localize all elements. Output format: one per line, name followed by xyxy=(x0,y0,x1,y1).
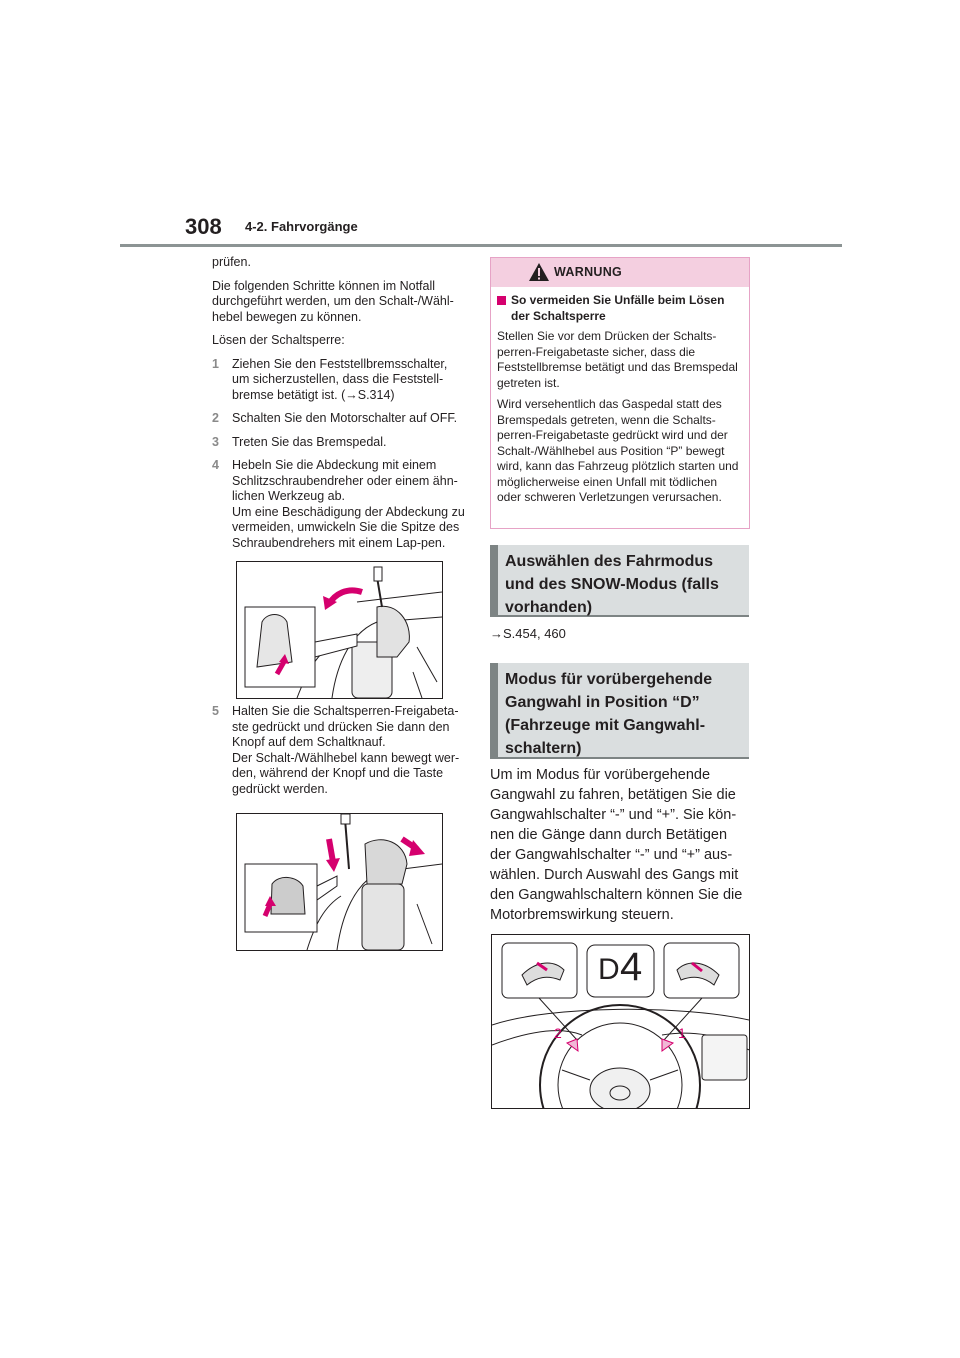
step-3 xyxy=(212,435,468,451)
figure-cover-removal xyxy=(236,561,443,699)
figure-paddle-shifters xyxy=(491,934,750,1109)
left-column-continued xyxy=(212,704,468,805)
heading-drive-mode xyxy=(490,545,749,617)
step-note: Der Schalt-/Wählhebel kann bewegt wer-den, während der Knopf und die Taste gedrückt werden. xyxy=(232,750,460,796)
figure-release-button xyxy=(236,813,443,951)
body-paragraph: Um im Modus für vorübergehende Gangwahl zu fahren, betätigen Sie die Gangwahlschalter “-” und “+”. Sie kön-nen die Gänge dann durch Betätigen der Gangwahlschalter “-” und “+” aus-wählen. Durch Auswahl des Gangs mit den Gangwahlschaltern können Sie die Motorbremswirkung steuern. xyxy=(490,767,743,923)
gear-number: 4 xyxy=(620,945,643,989)
warning-title: WARNUNG xyxy=(554,265,623,279)
step-text: Ziehen Sie den Feststellbremsschalter, um sicherzustellen, dass die Feststell-bremse betätigt ist. (→S.314) xyxy=(232,356,448,402)
page-reference: →S.454, 460 xyxy=(490,626,566,641)
heading-text: Modus für vorübergehende Gangwahl in Position “D” (Fahrzeuge mit Gangwahl-schaltern) xyxy=(505,671,713,757)
warning-header xyxy=(491,258,749,287)
step-4 xyxy=(212,458,468,551)
warning-triangle-icon xyxy=(528,262,550,282)
warning-subtitle-text: So vermeiden Sie Unfälle beim Lösen der Schaltsperre xyxy=(511,293,725,323)
warning-box xyxy=(490,257,750,529)
gear-mode-letter: D xyxy=(598,953,620,986)
heading-bar xyxy=(490,545,498,615)
shifter-release-illustration xyxy=(237,814,442,950)
left-column xyxy=(212,255,468,559)
paragraph-release: Lösen der Schaltsperre: xyxy=(212,333,345,347)
step-text: Schalten Sie den Motorschalter auf OFF. xyxy=(232,411,458,425)
step-number: 3 xyxy=(212,434,219,449)
header-rule xyxy=(120,244,842,247)
warning-paragraph-2: Wird versehentlich das Gaspedal statt des Bremspedals getreten, wenn die Schalts-perren-Freigabetaste gedrückt wird und der Schalt-/Wählhebel aus Position “P” bewegt wird, kann das Fahrzeug plötzlich starten und möglicherweise einen Unfall mit tödlichen oder schweren Verletzungen verursachen. xyxy=(497,397,739,504)
step-1 xyxy=(212,357,468,404)
minus-paddle-label: 2 xyxy=(554,1025,562,1041)
shifter-illustration xyxy=(237,562,442,698)
heading-temporary-gear xyxy=(490,663,749,759)
warning-paragraph-1: Stellen Sie vor dem Drücken der Schalts-perren-Freigabetaste sicher, dass die Feststellbremse betätigt und das Bremspedal getreten ist. xyxy=(497,329,738,390)
heading-bar xyxy=(490,663,498,757)
plus-paddle-label: 1 xyxy=(678,1025,686,1041)
step-2 xyxy=(212,411,468,427)
step-number: 1 xyxy=(212,356,219,371)
warning-body xyxy=(491,287,749,506)
step-text: Hebeln Sie die Abdeckung mit einem Schlitzschraubendreher oder einem ähn-lichen Werkzeug ab. xyxy=(232,458,458,503)
step-number: 5 xyxy=(212,704,219,718)
step-text: Treten Sie das Bremspedal. xyxy=(232,434,387,449)
step-note: Um eine Beschädigung der Abdeckung zu vermeiden, umwickeln Sie die Spitze des Schraubendrehers mit einem Lap-pen. xyxy=(232,504,465,550)
step-number: 2 xyxy=(212,411,219,425)
intro-text: prüfen. xyxy=(212,255,251,269)
step-text: Halten Sie die Schaltsperren-Freigabeta-ste gedrückt und drücken Sie dann den Knopf auf dem Schaltknauf. xyxy=(232,704,459,749)
step-5 xyxy=(212,704,468,797)
section-title: 4-2. Fahrvorgänge xyxy=(245,219,358,234)
page-number: 308 xyxy=(185,214,222,239)
step-number: 4 xyxy=(212,458,219,472)
heading-text: Auswählen des Fahrmodus und des SNOW-Modus (falls vorhanden) xyxy=(505,553,719,616)
paragraph-emergency: Die folgenden Schritte können im Notfall durchgeführt werden, um den Schalt-/Wähl-hebel bewegen zu können. xyxy=(212,278,454,324)
bullet-square-icon xyxy=(497,296,506,305)
warning-subtitle xyxy=(497,293,742,324)
